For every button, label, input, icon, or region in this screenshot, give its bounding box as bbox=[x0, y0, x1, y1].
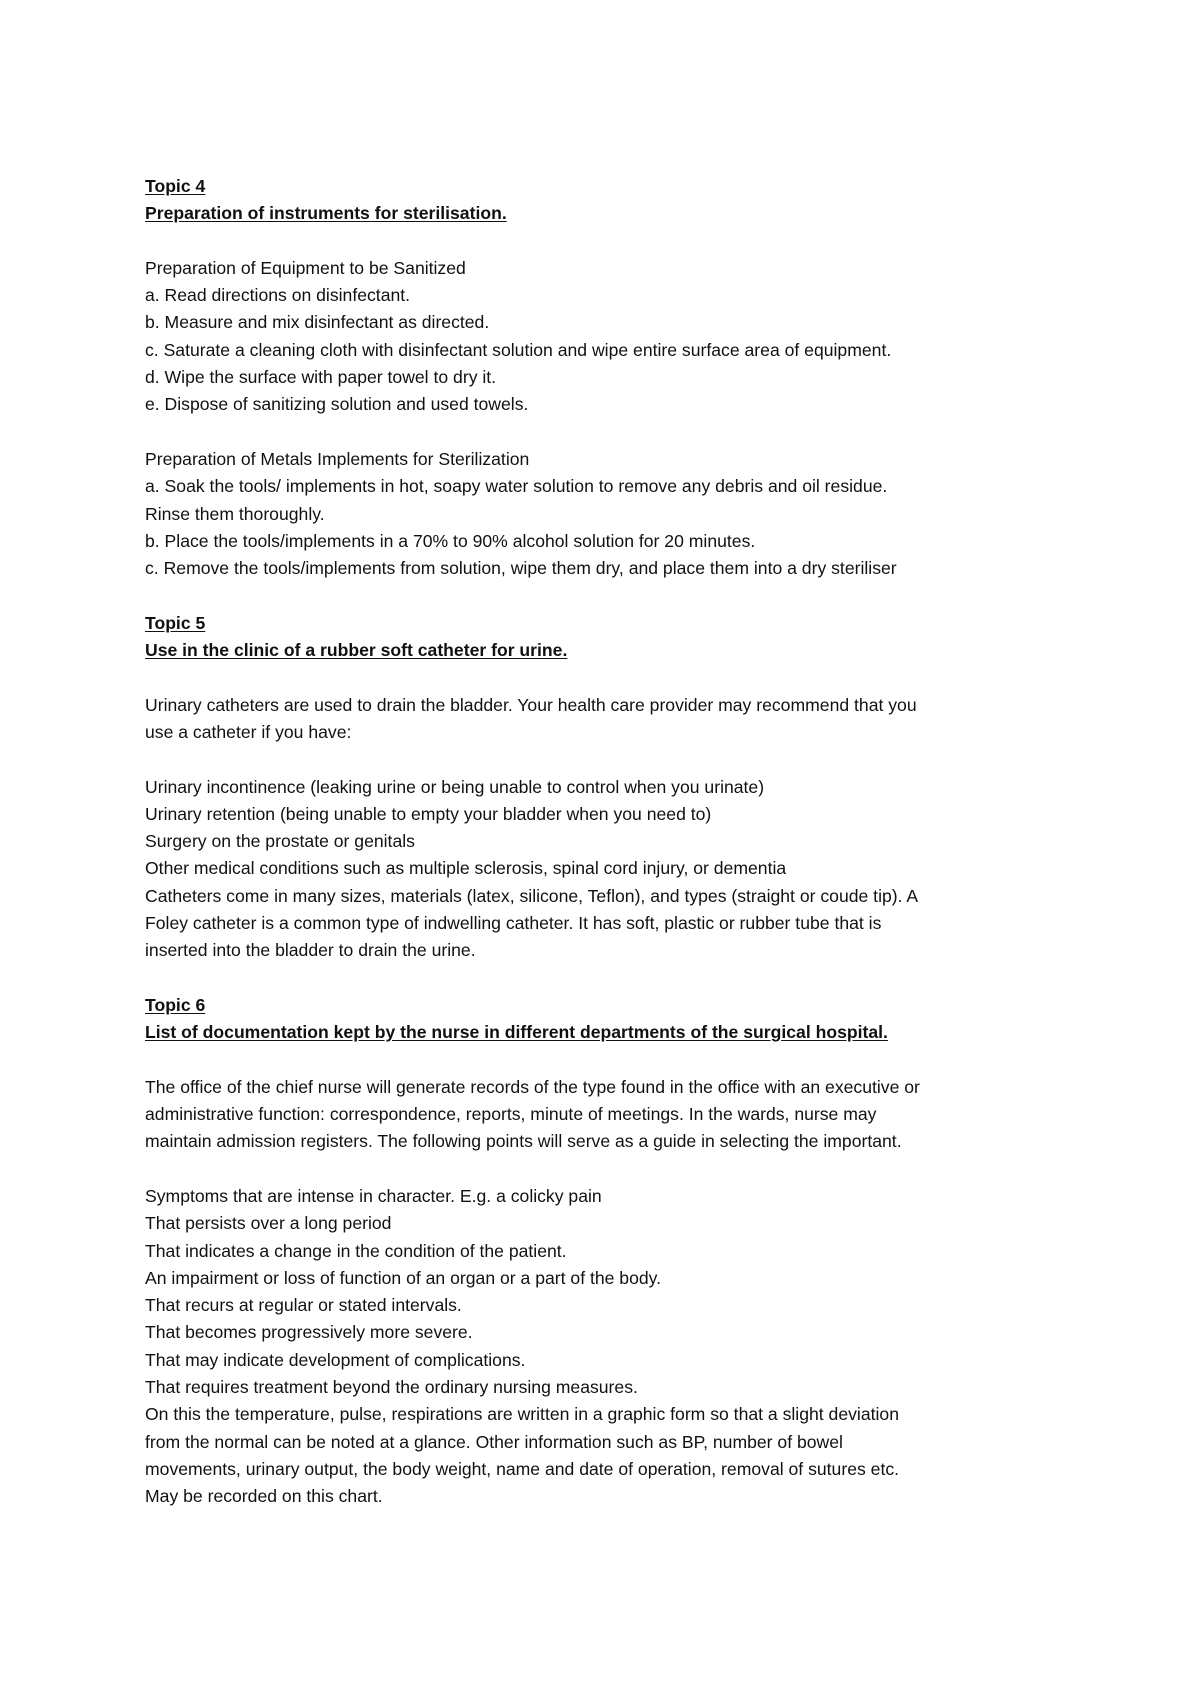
topic5-label: Topic 5 bbox=[145, 612, 206, 633]
spacer bbox=[145, 1156, 1105, 1183]
spacer bbox=[145, 746, 1105, 773]
topic6-label: Topic 6 bbox=[145, 994, 206, 1015]
spacer bbox=[145, 1047, 1105, 1074]
topic4-section1-step: c. Saturate a cleaning cloth with disinfectant solution and wipe entire surface area of equipment. bbox=[145, 339, 892, 360]
spacer bbox=[145, 664, 1105, 691]
spacer bbox=[145, 419, 1105, 446]
topic6-item: May be recorded on this chart. bbox=[145, 1486, 383, 1507]
topic5-item: Urinary incontinence (leaking urine or being unable to control when you urinate) bbox=[145, 776, 765, 797]
topic4-section1-step: d. Wipe the surface with paper towel to dry it. bbox=[145, 367, 497, 388]
topic6-item: from the normal can be noted at a glance. Other information such as BP, number of bowel bbox=[145, 1431, 843, 1452]
topic5-intro-line: use a catheter if you have: bbox=[145, 721, 352, 742]
topic5-item: inserted into the bladder to drain the urine. bbox=[145, 940, 476, 961]
spacer bbox=[145, 582, 1105, 609]
topic6-item: That becomes progressively more severe. bbox=[145, 1322, 473, 1343]
topic6-item: That indicates a change in the condition of the patient. bbox=[145, 1240, 567, 1261]
topic5-item: Other medical conditions such as multiple sclerosis, spinal cord injury, or dementia bbox=[145, 858, 787, 879]
topic6-item: That requires treatment beyond the ordinary nursing measures. bbox=[145, 1377, 638, 1398]
topic5-intro-line: Urinary catheters are used to drain the bladder. Your health care provider may recommend that you bbox=[145, 694, 917, 715]
topic6-item: An impairment or loss of function of an organ or a part of the body. bbox=[145, 1267, 662, 1288]
spacer bbox=[145, 965, 1105, 992]
topic4-title: Preparation of instruments for sterilisation. bbox=[145, 203, 507, 224]
topic6-item: That may indicate development of complications. bbox=[145, 1349, 526, 1370]
document-page bbox=[145, 173, 1105, 1511]
topic5-item: Urinary retention (being unable to empty your bladder when you need to) bbox=[145, 803, 712, 824]
topic4-section1-step: a. Read directions on disinfectant. bbox=[145, 285, 411, 306]
topic4-section2-step: b. Place the tools/implements in a 70% to 90% alcohol solution for 20 minutes. bbox=[145, 530, 756, 551]
topic6-item: movements, urinary output, the body weight, name and date of operation, removal of sutures etc. bbox=[145, 1458, 900, 1479]
topic6-item: Symptoms that are intense in character. E.g. a colicky pain bbox=[145, 1185, 602, 1206]
topic6-intro-line: The office of the chief nurse will generate records of the type found in the office with an executive or bbox=[145, 1076, 920, 1097]
topic6-item: That persists over a long period bbox=[145, 1213, 392, 1234]
topic4-section2-heading: Preparation of Metals Implements for Sterilization bbox=[145, 448, 530, 469]
topic6-intro-line: administrative function: correspondence, reports, minute of meetings. In the wards, nurse may bbox=[145, 1104, 877, 1125]
topic6-item: On this the temperature, pulse, respirations are written in a graphic form so that a slight deviation bbox=[145, 1404, 899, 1425]
topic5-item: Foley catheter is a common type of indwelling catheter. It has soft, plastic or rubber tube that is bbox=[145, 913, 882, 934]
topic5-item: Surgery on the prostate or genitals bbox=[145, 831, 415, 852]
topic4-section2-step: a. Soak the tools/ implements in hot, soapy water solution to remove any debris and oil residue. bbox=[145, 476, 888, 497]
topic4-section1-step: e. Dispose of sanitizing solution and used towels. bbox=[145, 394, 529, 415]
topic6-intro-line: maintain admission registers. The following points will serve as a guide in selecting the important. bbox=[145, 1131, 902, 1152]
topic5-title: Use in the clinic of a rubber soft catheter for urine. bbox=[145, 640, 568, 661]
topic4-section1-step: b. Measure and mix disinfectant as directed. bbox=[145, 312, 490, 333]
topic6-title: List of documentation kept by the nurse in different departments of the surgical hospital. bbox=[145, 1022, 888, 1043]
topic4-section2-step: Rinse them thoroughly. bbox=[145, 503, 325, 524]
topic4-section2-step: c. Remove the tools/implements from solution, wipe them dry, and place them into a dry steriliser bbox=[145, 558, 897, 579]
topic4-section1-heading: Preparation of Equipment to be Sanitized bbox=[145, 257, 466, 278]
topic5-item: Catheters come in many sizes, materials (latex, silicone, Teflon), and types (straight or coude tip). A bbox=[145, 885, 919, 906]
spacer bbox=[145, 228, 1105, 255]
topic6-item: That recurs at regular or stated intervals. bbox=[145, 1295, 462, 1316]
topic4-label: Topic 4 bbox=[145, 176, 206, 196]
